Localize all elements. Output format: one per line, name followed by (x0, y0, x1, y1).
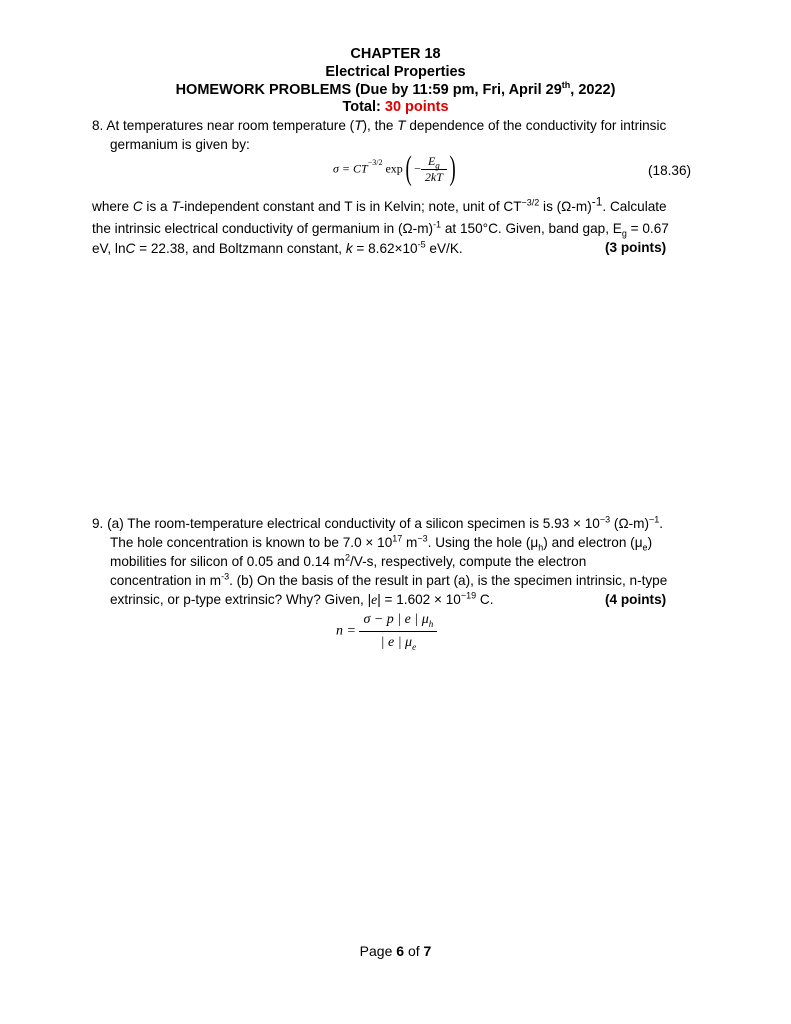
problem-9-line1 (92, 514, 702, 533)
p9-l3-sup: 2 (345, 552, 351, 563)
problem-9-line5 (110, 590, 590, 609)
p8-intro-a: At temperatures near room temperature ( (106, 118, 355, 133)
p9-l2-a: The hole concentration is known to be 7.0 × 10 (110, 535, 393, 550)
eq2-numerator: σ − p | e | μ (363, 612, 429, 627)
p8-l3-sup: -5 (417, 239, 426, 250)
total-points (0, 99, 791, 116)
chapter-title: CHAPTER 18 (350, 46, 441, 62)
p8-l3-d: eV/K. (425, 241, 463, 256)
chapter-subject: Electrical Properties (325, 64, 466, 80)
p8-intro-c: dependence of the conductivity for intrinsic (405, 118, 667, 133)
page-footer (0, 943, 791, 959)
problem-9-points: (4 points) (605, 592, 667, 607)
p8-l1-t: T (171, 199, 180, 214)
footer-current-page: 6 (396, 943, 405, 959)
p8-l2-sub: g (621, 228, 627, 239)
p8-l1-sup2: -1 (591, 194, 603, 209)
p9-l5-sup: −19 (460, 590, 477, 601)
eq1-num-sub: g (435, 159, 440, 170)
eq2-lhs: n = (336, 623, 356, 639)
due-open: (Due by 11:59 pm, Fri, April 29 (351, 82, 562, 98)
p8-l1-a: where (92, 199, 133, 214)
p9-l5-b: | = 1.602 × 10 (377, 592, 461, 607)
p8-l3-c2: = 8.62×10 (352, 241, 418, 256)
homework-label: HOMEWORK PROBLEMS (175, 82, 352, 98)
p9-l5-e: e (371, 592, 378, 607)
p8-l1-c: C (132, 199, 143, 214)
eq2-num-sub: h (428, 618, 434, 629)
p8-l2-c: = 0.67 (626, 221, 669, 236)
eq1-lhs: σ = CT (333, 161, 368, 176)
eq1-exp-func: exp (385, 161, 403, 176)
total-label: Total: (342, 99, 381, 115)
equation-number: (18.36) (648, 163, 692, 178)
p9-l2-sup: 17 (392, 533, 403, 544)
p9-l2-e: ) (647, 535, 653, 550)
footer-total-pages: 7 (423, 943, 432, 959)
p9-l2-sub: h (538, 542, 544, 553)
problem-8-intro (92, 116, 702, 135)
p8-l1-sup: −3/2 (521, 197, 540, 208)
p8-l3-a: eV, ln (92, 241, 126, 256)
p8-l1-e: . Calculate (602, 199, 667, 214)
p8-intro-b: ), the (362, 118, 398, 133)
due-close: , 2022) (570, 82, 616, 98)
electron-concentration-equation (336, 612, 437, 651)
eq1-minus: − (414, 161, 421, 176)
p8-l2-b: at 150°C. Given, band gap, E (441, 221, 622, 236)
p9-l2-sub2: e (642, 542, 648, 553)
p9-l2-c: . Using the hole (μ (427, 535, 539, 550)
problem-8-body-line2 (92, 219, 702, 238)
p8-l1-d: is (Ω-m) (539, 199, 592, 214)
p8-l2-sup: -1 (433, 219, 442, 230)
problem-9-number: 9. (92, 516, 104, 531)
eq2-den-sub: e (412, 641, 417, 652)
p8-l1-c2: -independent constant and T is in Kelvin; note, unit of CT (179, 199, 522, 214)
homework-heading (0, 82, 791, 99)
problem-8-number: 8. (92, 118, 104, 133)
problem-8-points: (3 points) (605, 240, 667, 255)
p9-l5-c: C. (476, 592, 494, 607)
p8-intro-t1: T (354, 118, 363, 133)
p9-l3-b: /V-s, respectively, compute the electron (350, 554, 587, 569)
p9-l5-a: extrinsic, or p-type extrinsic? Why? Given, | (110, 592, 372, 607)
p8-l3-b: = 22.38, and Boltzmann constant, (135, 241, 346, 256)
problem-9-line2 (110, 533, 702, 552)
p9-l1-a: (a) The room-temperature electrical conductivity of a silicon specimen is 5.93 × 10 (107, 516, 600, 531)
p9-l1-sup: −3 (599, 514, 611, 525)
p9-l3-a: mobilities for silicon of 0.05 and 0.14 m (110, 554, 345, 569)
equation-18-36: $\sigma = CT^{-3/2}$ exp( − $\frac{E_g}{2kT}$ ) (333, 150, 456, 187)
problem-8-body-line1 (92, 194, 702, 216)
p9-l1-c: . (659, 516, 664, 531)
p9-l1-b: (Ω-m) (610, 516, 649, 531)
p9-l4-a: concentration in m (110, 573, 222, 588)
p9-l1-sup2: −1 (648, 514, 660, 525)
problem-9-line3 (110, 552, 702, 571)
p9-l4-sup: -3 (221, 571, 230, 582)
problem-8-body-line3 (92, 239, 612, 258)
eq1-fraction (421, 154, 447, 185)
total-value: 30 points (384, 99, 449, 115)
p8-l2-a: the intrinsic electrical conductivity of germanium in (Ω-m) (92, 221, 434, 236)
eq1-denominator: 2kT (421, 169, 447, 185)
p9-l2-b: m (402, 535, 418, 550)
problem-8-intro-line2: germanium is given by: (110, 137, 250, 152)
p8-l1-b: is a (142, 199, 172, 214)
p9-l2-sup2: −3 (417, 533, 428, 544)
p8-l3-c: C (125, 241, 136, 256)
eq1-exponent: −3/2 (367, 158, 383, 167)
eq1-numerator: E (427, 153, 436, 168)
p8-intro-t2: T (397, 118, 406, 133)
problem-9-line4 (110, 571, 702, 590)
p8-l3-k: k (345, 241, 353, 256)
due-sup: th (561, 80, 571, 91)
eq2-fraction (359, 612, 437, 651)
footer-middle: of (404, 943, 424, 959)
p9-l2-d: ) and electron (μ (543, 535, 643, 550)
p9-l4-b: . (b) On the basis of the result in part (a), is the specimen intrinsic, n-type (229, 573, 668, 588)
footer-prefix: Page (359, 943, 397, 959)
eq2-denominator: | e | μ (380, 635, 413, 650)
